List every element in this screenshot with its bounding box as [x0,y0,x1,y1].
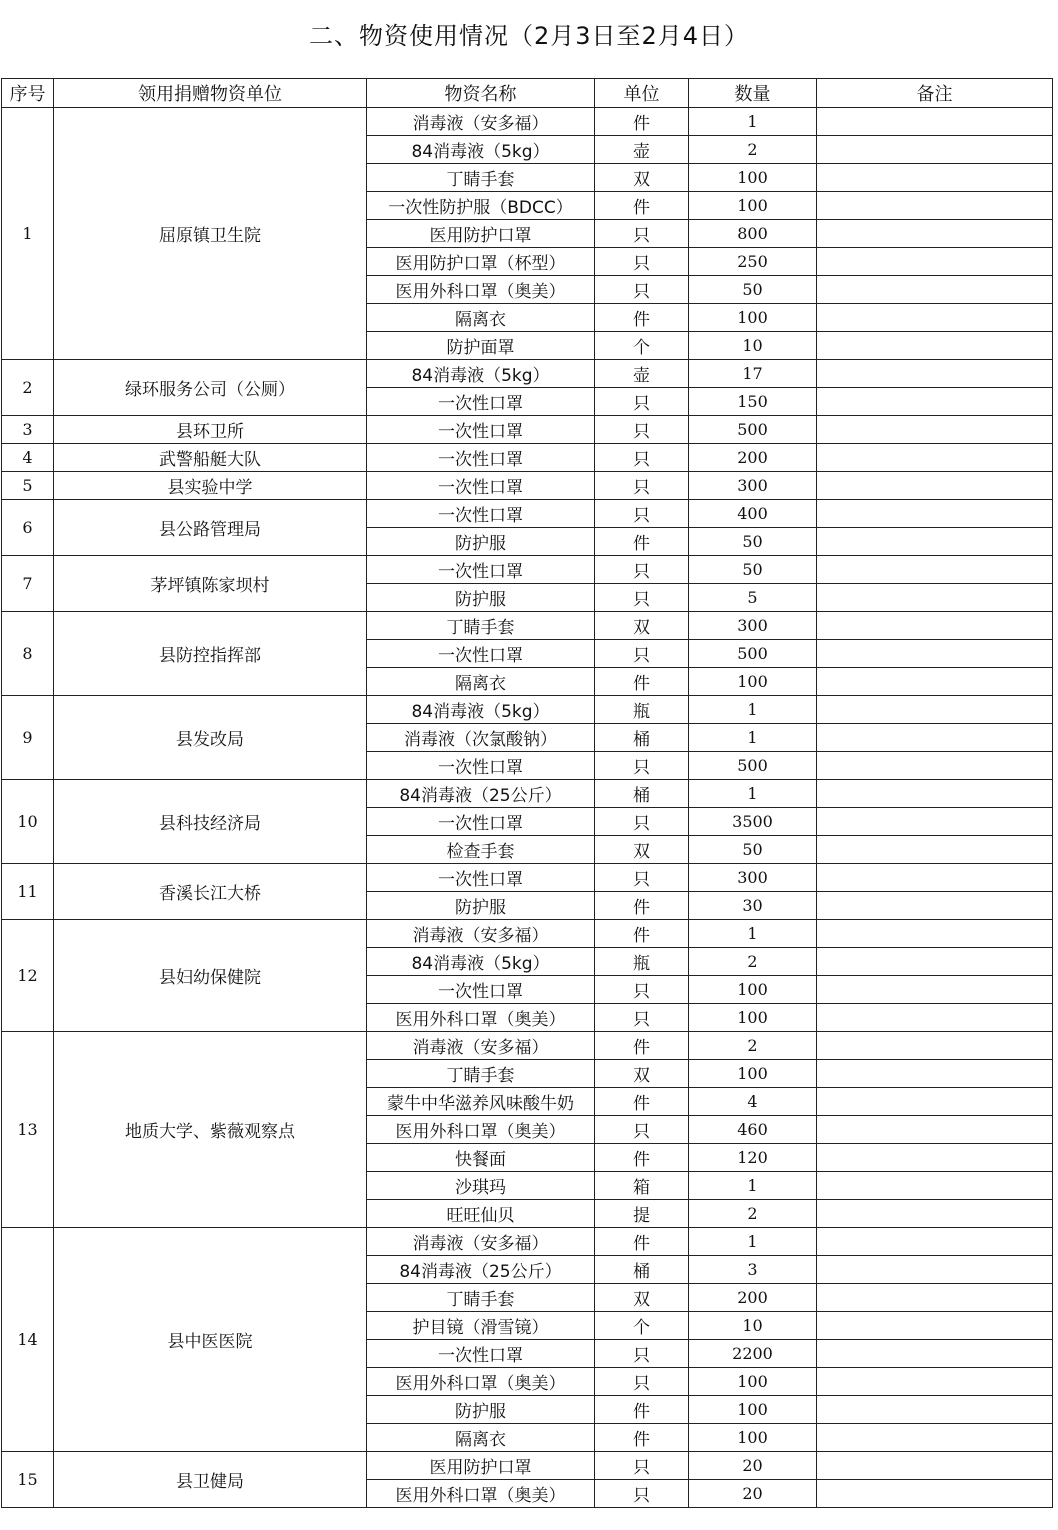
header-quantity: 数量 [689,79,817,108]
quantity-cell: 20 [689,1480,817,1508]
item-name-cell: 医用防护口罩（杯型） [367,248,595,276]
recipient-unit-cell: 茅坪镇陈家坝村 [54,556,367,612]
measure-unit-cell: 箱 [595,1172,689,1200]
item-name-cell: 丁睛手套 [367,612,595,640]
note-cell [817,976,1053,1004]
recipient-unit-cell: 香溪长江大桥 [54,864,367,920]
measure-unit-cell: 件 [595,1088,689,1116]
quantity-cell: 1 [689,1172,817,1200]
table-row [2,1228,1053,1256]
quantity-cell: 100 [689,1060,817,1088]
quantity-cell: 800 [689,220,817,248]
item-name-cell: 一次性口罩 [367,864,595,892]
measure-unit-cell: 只 [595,976,689,1004]
quantity-cell: 400 [689,500,817,528]
table-body [2,108,1053,1508]
measure-unit-cell: 件 [595,1144,689,1172]
measure-unit-cell: 双 [595,1060,689,1088]
item-name-cell: 一次性口罩 [367,556,595,584]
quantity-cell: 500 [689,752,817,780]
quantity-cell: 17 [689,360,817,388]
table-row [2,360,1053,388]
measure-unit-cell: 双 [595,164,689,192]
row-seq-number: 5 [2,472,54,500]
note-cell [817,332,1053,360]
note-cell [817,584,1053,612]
measure-unit-cell: 只 [595,1004,689,1032]
table-row [2,472,1053,500]
note-cell [817,1424,1053,1452]
quantity-cell: 150 [689,388,817,416]
item-name-cell: 一次性口罩 [367,976,595,1004]
quantity-cell: 120 [689,1144,817,1172]
quantity-cell: 250 [689,248,817,276]
note-cell [817,1284,1053,1312]
measure-unit-cell: 双 [595,836,689,864]
quantity-cell: 500 [689,416,817,444]
note-cell [817,1004,1053,1032]
item-name-cell: 防护面罩 [367,332,595,360]
note-cell [817,192,1053,220]
measure-unit-cell: 桶 [595,780,689,808]
quantity-cell: 100 [689,304,817,332]
table-row [2,500,1053,528]
note-cell [817,164,1053,192]
note-cell [817,500,1053,528]
quantity-cell: 50 [689,836,817,864]
measure-unit-cell: 壶 [595,136,689,164]
measure-unit-cell: 只 [595,248,689,276]
item-name-cell: 防护服 [367,528,595,556]
note-cell [817,948,1053,976]
note-cell [817,1060,1053,1088]
quantity-cell: 100 [689,1004,817,1032]
quantity-cell: 50 [689,276,817,304]
quantity-cell: 100 [689,668,817,696]
recipient-unit-cell: 县中医医院 [54,1228,367,1452]
item-name-cell: 医用外科口罩（奥美） [367,1116,595,1144]
item-name-cell: 丁睛手套 [367,1060,595,1088]
note-cell [817,864,1053,892]
table-header [2,79,1053,108]
item-name-cell: 医用防护口罩 [367,220,595,248]
header-note: 备注 [817,79,1053,108]
note-cell [817,892,1053,920]
row-seq-number: 12 [2,920,54,1032]
note-cell [817,612,1053,640]
measure-unit-cell: 只 [595,752,689,780]
quantity-cell: 2 [689,1032,817,1060]
note-cell [817,136,1053,164]
quantity-cell: 200 [689,444,817,472]
row-seq-number: 14 [2,1228,54,1452]
quantity-cell: 300 [689,612,817,640]
quantity-cell: 500 [689,640,817,668]
quantity-cell: 3500 [689,808,817,836]
item-name-cell: 旺旺仙贝 [367,1200,595,1228]
quantity-cell: 1 [689,696,817,724]
item-name-cell: 一次性口罩 [367,1340,595,1368]
table-row [2,864,1053,892]
item-name-cell: 医用防护口罩 [367,1452,595,1480]
note-cell [817,724,1053,752]
measure-unit-cell: 只 [595,276,689,304]
table-row [2,696,1053,724]
note-cell [817,1172,1053,1200]
item-name-cell: 消毒液（次氯酸钠） [367,724,595,752]
measure-unit-cell: 只 [595,1480,689,1508]
note-cell [817,220,1053,248]
measure-unit-cell: 瓶 [595,948,689,976]
quantity-cell: 3 [689,1256,817,1284]
measure-unit-cell: 只 [595,640,689,668]
quantity-cell: 1 [689,920,817,948]
note-cell [817,276,1053,304]
measure-unit-cell: 件 [595,528,689,556]
item-name-cell: 防护服 [367,584,595,612]
row-seq-number: 9 [2,696,54,780]
note-cell [817,836,1053,864]
quantity-cell: 2 [689,136,817,164]
quantity-cell: 5 [689,584,817,612]
note-cell [817,1144,1053,1172]
measure-unit-cell: 只 [595,1340,689,1368]
item-name-cell: 沙琪玛 [367,1172,595,1200]
measure-unit-cell: 件 [595,1396,689,1424]
item-name-cell: 蒙牛中华滋养风味酸牛奶 [367,1088,595,1116]
note-cell [817,1032,1053,1060]
table-row [2,444,1053,472]
recipient-unit-cell: 县环卫所 [54,416,367,444]
item-name-cell: 一次性口罩 [367,416,595,444]
quantity-cell: 1 [689,724,817,752]
note-cell [817,752,1053,780]
item-name-cell: 丁睛手套 [367,1284,595,1312]
quantity-cell: 100 [689,1424,817,1452]
item-name-cell: 84消毒液（5kg） [367,136,595,164]
measure-unit-cell: 件 [595,1228,689,1256]
note-cell [817,472,1053,500]
note-cell [817,416,1053,444]
header-row [2,79,1053,108]
measure-unit-cell: 件 [595,920,689,948]
quantity-cell: 10 [689,332,817,360]
note-cell [817,1480,1053,1508]
item-name-cell: 84消毒液（5kg） [367,948,595,976]
note-cell [817,1088,1053,1116]
quantity-cell: 50 [689,528,817,556]
note-cell [817,444,1053,472]
measure-unit-cell: 个 [595,332,689,360]
quantity-cell: 1 [689,780,817,808]
quantity-cell: 100 [689,164,817,192]
measure-unit-cell: 只 [595,444,689,472]
row-seq-number: 7 [2,556,54,612]
measure-unit-cell: 双 [595,612,689,640]
quantity-cell: 2200 [689,1340,817,1368]
row-seq-number: 10 [2,780,54,864]
note-cell [817,696,1053,724]
item-name-cell: 一次性口罩 [367,640,595,668]
note-cell [817,668,1053,696]
quantity-cell: 300 [689,472,817,500]
measure-unit-cell: 件 [595,1032,689,1060]
item-name-cell: 隔离衣 [367,1424,595,1452]
recipient-unit-cell: 县实验中学 [54,472,367,500]
measure-unit-cell: 只 [595,472,689,500]
recipient-unit-cell: 绿环服务公司（公厕） [54,360,367,416]
row-seq-number: 4 [2,444,54,472]
item-name-cell: 医用外科口罩（奥美） [367,1480,595,1508]
measure-unit-cell: 件 [595,192,689,220]
note-cell [817,1312,1053,1340]
measure-unit-cell: 瓶 [595,696,689,724]
item-name-cell: 一次性口罩 [367,752,595,780]
note-cell [817,640,1053,668]
measure-unit-cell: 件 [595,668,689,696]
row-seq-number: 1 [2,108,54,360]
quantity-cell: 1 [689,1228,817,1256]
measure-unit-cell: 只 [595,220,689,248]
note-cell [817,808,1053,836]
recipient-unit-cell: 县卫健局 [54,1452,367,1508]
table-row [2,920,1053,948]
item-name-cell: 84消毒液（25公斤） [367,1256,595,1284]
measure-unit-cell: 只 [595,1116,689,1144]
measure-unit-cell: 件 [595,304,689,332]
item-name-cell: 84消毒液（5kg） [367,360,595,388]
measure-unit-cell: 只 [595,500,689,528]
table-row [2,612,1053,640]
measure-unit-cell: 桶 [595,724,689,752]
item-name-cell: 消毒液（安多福） [367,108,595,136]
item-name-cell: 医用外科口罩（奥美） [367,1368,595,1396]
row-seq-number: 6 [2,500,54,556]
quantity-cell: 100 [689,192,817,220]
note-cell [817,1340,1053,1368]
measure-unit-cell: 只 [595,556,689,584]
item-name-cell: 医用外科口罩（奥美） [367,276,595,304]
quantity-cell: 300 [689,864,817,892]
recipient-unit-cell: 县防控指挥部 [54,612,367,696]
item-name-cell: 84消毒液（5kg） [367,696,595,724]
table-row [2,1452,1053,1480]
item-name-cell: 一次性口罩 [367,500,595,528]
item-name-cell: 消毒液（安多福） [367,920,595,948]
measure-unit-cell: 提 [595,1200,689,1228]
measure-unit-cell: 壶 [595,360,689,388]
quantity-cell: 10 [689,1312,817,1340]
supplies-table [1,78,1053,1508]
row-seq-number: 15 [2,1452,54,1508]
quantity-cell: 30 [689,892,817,920]
header-measure-unit: 单位 [595,79,689,108]
item-name-cell: 一次性防护服（BDCC） [367,192,595,220]
recipient-unit-cell: 地质大学、紫薇观察点 [54,1032,367,1228]
note-cell [817,1368,1053,1396]
quantity-cell: 100 [689,1396,817,1424]
row-seq-number: 3 [2,416,54,444]
quantity-cell: 20 [689,1452,817,1480]
measure-unit-cell: 只 [595,1452,689,1480]
note-cell [817,108,1053,136]
quantity-cell: 460 [689,1116,817,1144]
item-name-cell: 隔离衣 [367,668,595,696]
note-cell [817,1116,1053,1144]
quantity-cell: 200 [689,1284,817,1312]
note-cell [817,1452,1053,1480]
item-name-cell: 一次性口罩 [367,808,595,836]
note-cell [817,920,1053,948]
item-name-cell: 隔离衣 [367,304,595,332]
item-name-cell: 护目镜（滑雪镜） [367,1312,595,1340]
item-name-cell: 丁睛手套 [367,164,595,192]
item-name-cell: 防护服 [367,892,595,920]
item-name-cell: 一次性口罩 [367,388,595,416]
recipient-unit-cell: 县公路管理局 [54,500,367,556]
page-title: 二、物资使用情况（2月3日至2月4日） [308,22,750,50]
recipient-unit-cell: 武警船艇大队 [54,444,367,472]
measure-unit-cell: 只 [595,416,689,444]
measure-unit-cell: 双 [595,1284,689,1312]
measure-unit-cell: 只 [595,808,689,836]
note-cell [817,1200,1053,1228]
quantity-cell: 100 [689,976,817,1004]
table-row [2,416,1053,444]
measure-unit-cell: 件 [595,108,689,136]
quantity-cell: 100 [689,1368,817,1396]
measure-unit-cell: 桶 [595,1256,689,1284]
note-cell [817,528,1053,556]
recipient-unit-cell: 县妇幼保健院 [54,920,367,1032]
note-cell [817,388,1053,416]
item-name-cell: 检查手套 [367,836,595,864]
row-seq-number: 2 [2,360,54,416]
item-name-cell: 一次性口罩 [367,444,595,472]
item-name-cell: 防护服 [367,1396,595,1424]
table-row [2,556,1053,584]
note-cell [817,556,1053,584]
quantity-cell: 1 [689,108,817,136]
header-seq: 序号 [2,79,54,108]
note-cell [817,780,1053,808]
measure-unit-cell: 只 [595,584,689,612]
quantity-cell: 2 [689,1200,817,1228]
note-cell [817,1396,1053,1424]
measure-unit-cell: 个 [595,1312,689,1340]
note-cell [817,1228,1053,1256]
quantity-cell: 2 [689,948,817,976]
item-name-cell: 消毒液（安多福） [367,1228,595,1256]
item-name-cell: 84消毒液（25公斤） [367,780,595,808]
row-seq-number: 8 [2,612,54,696]
measure-unit-cell: 件 [595,1424,689,1452]
recipient-unit-cell: 县科技经济局 [54,780,367,864]
item-name-cell: 医用外科口罩（奥美） [367,1004,595,1032]
measure-unit-cell: 只 [595,864,689,892]
quantity-cell: 50 [689,556,817,584]
header-item-name: 物资名称 [367,79,595,108]
table-row [2,108,1053,136]
item-name-cell: 快餐面 [367,1144,595,1172]
note-cell [817,360,1053,388]
measure-unit-cell: 只 [595,388,689,416]
note-cell [817,1256,1053,1284]
quantity-cell: 4 [689,1088,817,1116]
recipient-unit-cell: 屈原镇卫生院 [54,108,367,360]
table-row [2,780,1053,808]
table-row [2,1032,1053,1060]
item-name-cell: 一次性口罩 [367,472,595,500]
note-cell [817,304,1053,332]
measure-unit-cell: 件 [595,892,689,920]
recipient-unit-cell: 县发改局 [54,696,367,780]
measure-unit-cell: 只 [595,1368,689,1396]
item-name-cell: 消毒液（安多福） [367,1032,595,1060]
note-cell [817,248,1053,276]
header-recipient-unit: 领用捐赠物资单位 [54,79,367,108]
row-seq-number: 13 [2,1032,54,1228]
row-seq-number: 11 [2,864,54,920]
